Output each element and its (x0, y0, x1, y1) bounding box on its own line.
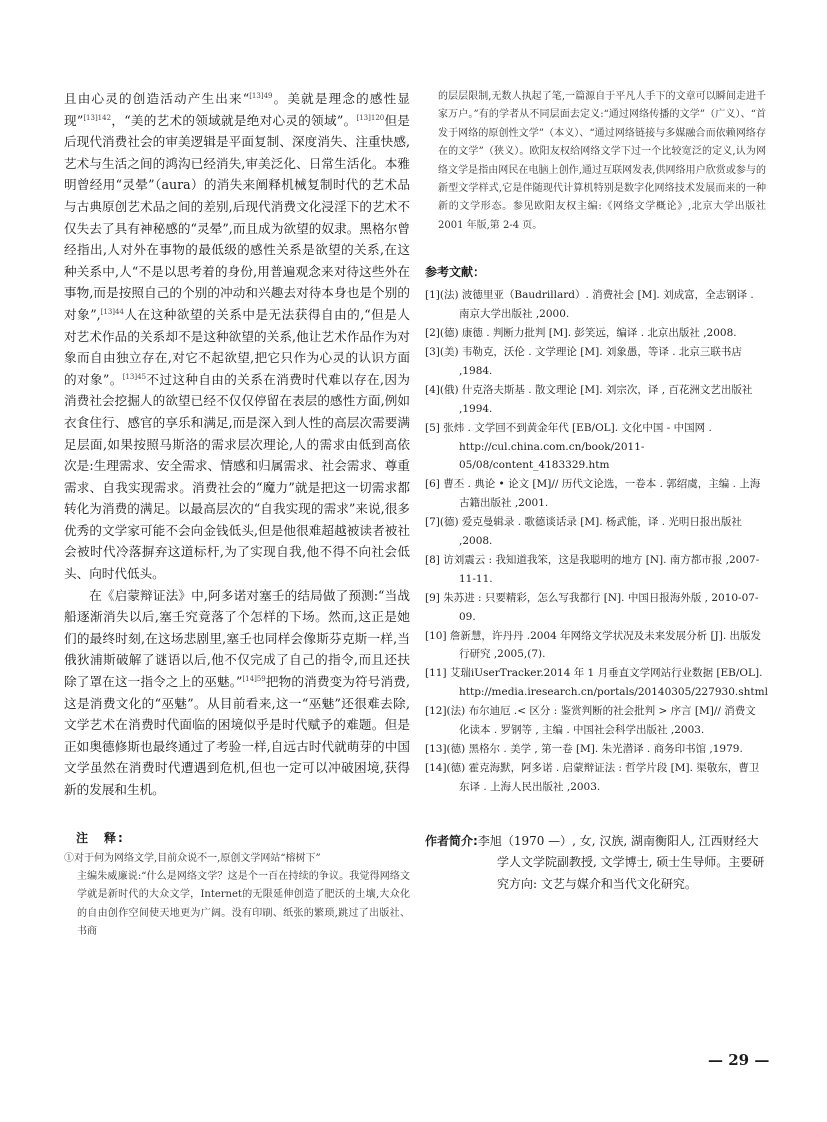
footnote-continued (425, 88, 766, 235)
reference-item: [5] 张炜 . 文学回不到黄金年代 [EB/OL]. 文化中国 - 中国网 . http://cul.china.com.cn/book/2011-05/08/content_4183329.htm (425, 421, 712, 472)
footnote-continued-text: 的层层限制,无数人执起了笔,一篇源自于平凡人手下的文章可以瞬间走进千家万户。”有的学者从不同层面去定义:“通过网络传播的文学”（广义）、“首发于网络的原创性文学”（本义）、“通过网络链接与多媒融合而依赖网络存在的文学”（狭义）。欧阳友权给网络文学下过一个比较宽泛的定义,认为网络文学是指由网民在电脑上创作,通过互联网发表,供网络用户欣赏或参与的新型文学样式,它是伴随现代计算机特别是数字化网络技术发展而来的一种新的文学形态。参见欧阳友权主编:《网络文学概论》,北京大学出版社 2001 年版,第 2-4 页。 (438, 91, 766, 231)
left-column (64, 88, 410, 942)
reference-item: [11] 艾瑞iUserTracker.2014 年 1 月垂直文学网站行业数据 [EB/OL]. http://media.iresearch.cn/portals/20140305/227930.shtml (425, 667, 768, 699)
body-text-segment: 。美就是理念的感性显现” (64, 91, 410, 128)
citation-mark: [13]49 (249, 91, 273, 100)
body-text (64, 88, 410, 801)
body-text-segment: 且由心灵的创造活动产生出来“ (64, 91, 250, 106)
body-text-segment: 但是后现代消费社会的审美逻辑是平面复制、深度消失、注重快感,艺术与生活之间的鸿沟已经消失,审美泛化、日常生活化。本雅明曾经用“灵晕”（aura）的消失来阐释机械复制时代的艺术品与古典原创艺术品之间的差别,后现代消费文化浸淫下的艺术不仅失去了具有神秘感的“灵晕”,而且成为欲望的奴隶。黑格尔曾经指出,人对外在事物的最低级的感性关系是欲望的关系,在这种关系中,人“不是以思考着的身份,用普遍观念来对待这些外在事物,而是按照自己的个别的冲动和兴趣去对待本身也是个别的对象”, (64, 112, 410, 322)
reference-item: [13](德) 黑格尔 . 美学 , 第一卷 [M]. 朱光潜译 . 商务印书馆 ,1979. (425, 743, 743, 755)
footnote (64, 850, 410, 942)
reference-item: [7](德) 爱克曼辑录 . 歌德谈话录 [M]. 杨武能，译 . 光明日报出版社 ,2008. (425, 516, 742, 548)
reference-item: [14](德) 霍克海默，阿多诺 . 启蒙辩证法 : 哲学片段 [M]. 渠敬东，曹卫东译 . 上海人民出版社 ,2003. (425, 761, 760, 793)
reference-item: [2](德) 康德 . 判断力批判 [M]. 彭笑远，编译 . 北京出版社 ,2008. (425, 327, 737, 340)
reference-item: [3](美) 韦勒克，沃伦 . 文学理论 [M]. 刘象愚，等译 . 北京三联书店 ,1984. (425, 345, 742, 377)
body-text-segment: 在《启蒙辩证法》中,阿多诺对塞壬的结局做了预测:“当战船逐渐消失以后,塞壬究竟落了个怎样的下场。然而,这正是她们的最终时刻,在这场悲剧里,塞壬也同样会像斯芬克斯一样,当俄狄浦斯破解了谜语以后,他不仅完成了自己的指令,而且还扶除了罩在这一指令之上的巫魅。” (64, 587, 410, 690)
reference-item: [8] 访刘震云 : 我知道我笨，这是我聪明的地方 [N]. 南方都市报 ,2007-11-11. (425, 553, 760, 585)
footnote-continuation: 主编朱威廉说:“什么是网络文学？这是个一百在持续的争议。我觉得网络文学就是新时代的大众文学，Internet的无限延伸创造了肥沃的土壤,大众化的自由创作空间使天地更为广阔。没有印刷、纸张的繁琐,跳过了出版社、书商 (77, 871, 410, 938)
reference-item: [6] 曹丕 . 典论 • 论文 [M]// 历代文论选，一卷本 . 郭绍虞，主编 . 上海古籍出版社 ,2001. (425, 478, 761, 510)
reference-item: [12](法) 布尔迪厄 .< 区分 : 鉴赏判断的社会批判 > 序言 [M]// 消费文化读本 . 罗钢等 , 主编 . 中国社会科学出版社 ,2003. (425, 705, 756, 737)
citation-mark: [14]59 (242, 674, 266, 683)
body-text-segment: 把物的消费变为符号消费,这是消费文化的“巫魅”。从目前看来,这一“巫魅”还很难去除,文学艺术在消费时代面临的困境似乎是时代赋予的难题。但是正如奥德修斯也最终通过了考验一样,自远古时代就萌芽的中国文学虽然在消费时代遭遇到危机,但也一定可以冲破困境,获得新的发展和生机。 (64, 674, 410, 797)
body-text-segment: ，“美的艺术的领域就是绝对心灵的领域”。 (111, 112, 357, 128)
citation-mark: [13]44 (100, 307, 124, 316)
reference-item: [9] 朱苏进 : 只要精彩，怎么写我都行 [N]. 中国日报海外版 , 2010-07-09. (425, 591, 759, 623)
reference-item: [10] 詹新慧，许丹丹 .2004 年网络文学状况及未来发展分析 [J]. 出版发行研究 ,2005,(7). (425, 629, 762, 661)
notes-label: 注 释: (76, 830, 125, 845)
body-paragraph (64, 88, 410, 585)
body-text-segment: 人在这种欲望的关系中是无法获得自由的,“但是人对艺术作品的关系却不是这种欲望的关系,他让艺术作品作为对象而自由独立存在,对它不起欲望,把它只作为心灵的认识方面的对象”。 (64, 306, 410, 387)
right-column (425, 88, 766, 895)
references-heading: 参考文献： (425, 265, 486, 280)
footnote-marker: ① (64, 852, 74, 864)
reference-item: [1](法) 波德里亚（Baudrillard）. 消费社会 [M]. 刘成富，全志钢译 . 南京大学出版社 ,2000. (425, 289, 754, 321)
page-number: — 29 — (708, 1051, 770, 1069)
author-bio-label: 作者简介: (425, 833, 478, 848)
author-bio-text: 李旭（1970 —）, 女, 汉族, 湖南衡阳人, 江西财经大学人文学院副教授, 文学博士, 硕士生导师。主要研究方向: 文艺与媒介和当代文化研究。 (477, 833, 765, 891)
citation-mark: [13]45 (122, 372, 147, 381)
citation-mark: [13]142 (83, 113, 112, 122)
reference-item: [4](俄) 什克洛夫斯基 . 散文理论 [M]. 刘宗次，译 , 百花洲文艺出版社 ,1994. (425, 383, 753, 415)
references-list (425, 286, 766, 796)
citation-mark: [13]120 (356, 113, 385, 122)
footnote-first-line: 对于何为网络文学,目前众说不一,原创文学网站“榕树下” (74, 852, 321, 864)
author-bio (425, 831, 766, 896)
body-paragraph (64, 585, 410, 801)
body-text-segment: 不过这种自由的关系在消费时代难以存在,因为消费社会挖掘人的欲望已经不仅仅停留在表层的感性方面,例如衣食住行、感官的享乐和满足,而是深入到人性的高层次需要满足层面,如果按照马斯洛的需求层次理论,人的需求由低到高依次是:生理需求、安全需求、情感和归属需求、社会需求、尊重需求、自我实现需求。消费社会的“魔力”就是把这一切需求都转化为消费的满足。以最高层次的“自我实现的需求”来说,很多优秀的文学家可能不会向金钱低头,但是他很难超越被读者被社会被时代冷落摒弃这道标杆,为了实现自我,他不得不向社会低头、向时代低头。 (64, 371, 410, 582)
